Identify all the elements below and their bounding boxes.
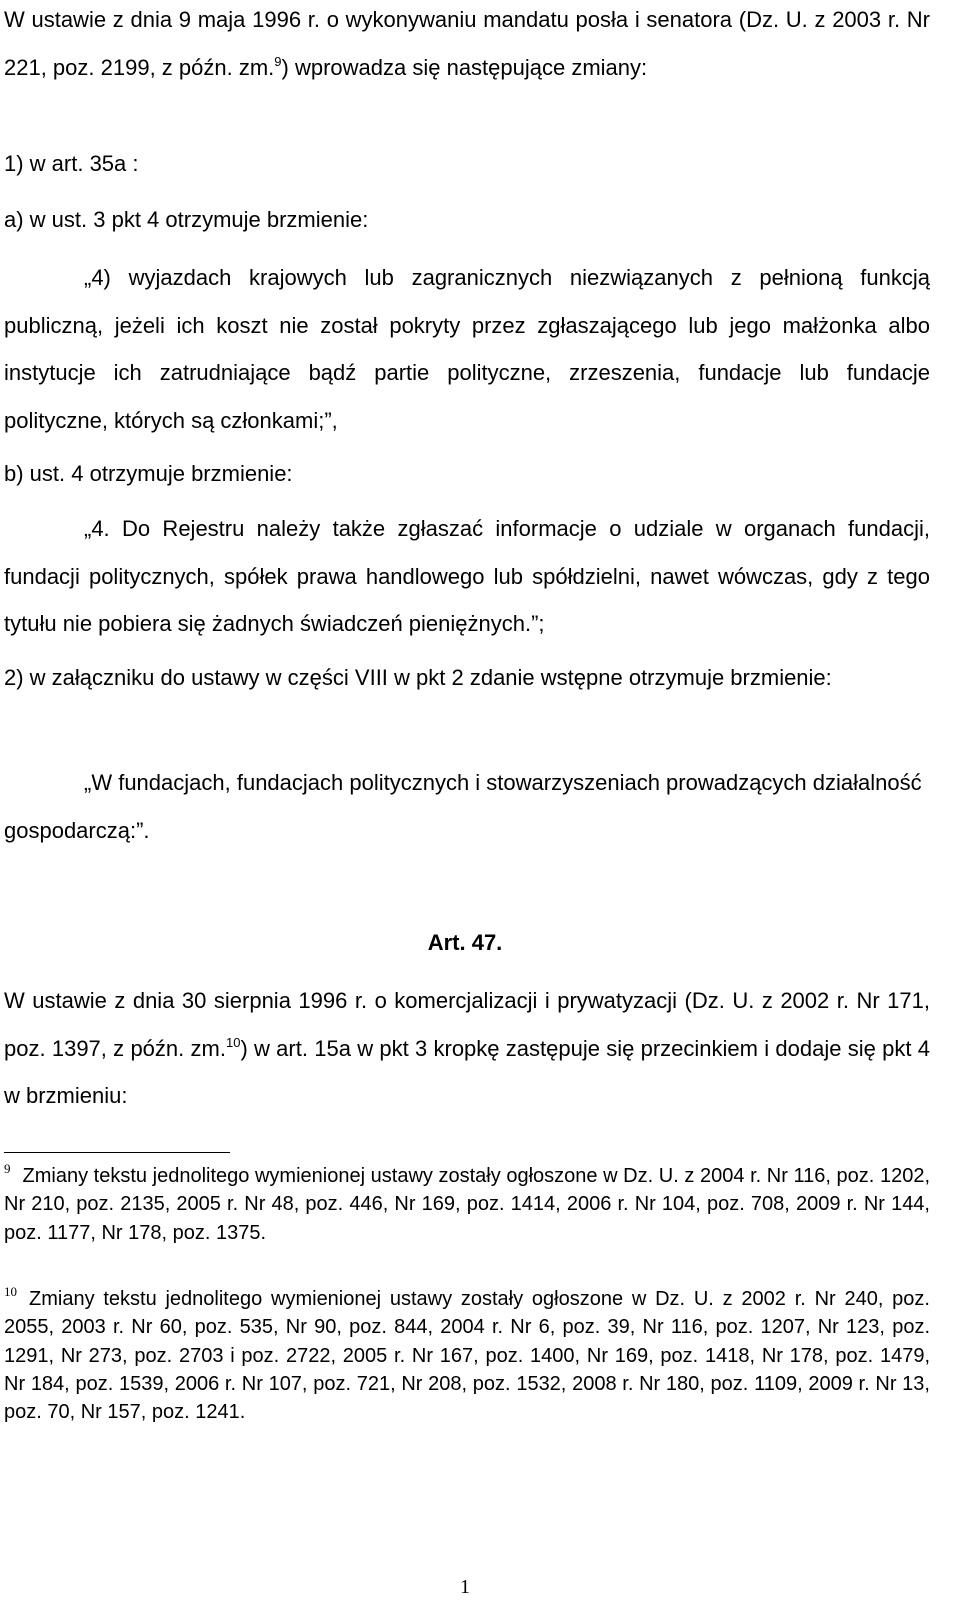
article-text: W ustawie z dnia 30 sierpnia 1996 r. o komercjalizacji i prywatyzacji (Dz. U. z 2002 r. Nr 171, poz. 1397, z późn. zm. bbox=[4, 988, 930, 1061]
item-1a: a) w ust. 3 pkt 4 otrzymuje brzmienie: bbox=[4, 207, 369, 232]
footnote-9 bbox=[4, 1162, 930, 1247]
item-2: 2) w załączniku do ustawy w części VIII w pkt 2 zdanie wstępne otrzymuje brzmienie: bbox=[4, 665, 832, 690]
footnote-9-text: Zmiany tekstu jednolitego wymienionej ustawy zostały ogłoszone w Dz. U. z 2004 r. Nr 116, poz. 1202, Nr 210, poz. 2135, 2005 r. Nr 48, poz. 446, Nr 169, poz. 1414, 2006 r. Nr 104, poz. 708, 2009 r. Nr 144, poz. 1177, Nr 178, poz. 1375. bbox=[4, 1165, 930, 1244]
article-paragraph bbox=[4, 977, 930, 1120]
footnote-ref-10[interactable]: 10 bbox=[225, 1034, 241, 1050]
intro-text: W ustawie z dnia 9 maja 1996 r. o wykonywaniu mandatu posła i senatora (Dz. U. z 2003 r. Nr 221, poz. 2199, z późn. zm. bbox=[4, 7, 930, 80]
footnote-10 bbox=[4, 1285, 930, 1426]
article-text-after: ) w art. 15a w pkt 3 kropkę zastępuje się przecinkiem i dodaje się pkt 4 w brzmieniu: bbox=[4, 1035, 930, 1109]
quote-2: „4. Do Rejestru należy także zgłaszać informacje o udziale w organach fundacji, fundacji politycznych, spółek prawa handlowego lub spółdzielni, nawet wówczas, gdy z tego tytułu nie pobiera się żadnych świadczeń pieniężnych.”; bbox=[4, 516, 930, 637]
footnote-10-number: 10 bbox=[4, 1284, 17, 1299]
intro-text-after: ) wprowadza się następujące zmiany: bbox=[281, 54, 648, 80]
intro-paragraph bbox=[4, 0, 930, 91]
footnote-separator bbox=[4, 1152, 230, 1153]
quote-1: „4) wyjazdach krajowych lub zagranicznych niezwiązanych z pełnioną funkcją publiczną, jeżeli ich koszt nie został pokryty przez zgłaszającego lub jego małżonka albo instytucje ich zatrudniające bądź partie polityczne, zrzeszenia, fundacje lub fundacje polityczne, których są członkami;”, bbox=[4, 265, 930, 433]
footnote-ref-9[interactable]: 9 bbox=[274, 53, 282, 69]
item-1: 1) w art. 35a : bbox=[4, 151, 139, 176]
quote-3: „W fundacjach, fundacjach politycznych i stowarzyszeniach prowadzących działalność gospodarczą:”. bbox=[4, 770, 922, 843]
article-heading: Art. 47. bbox=[427, 930, 503, 955]
footnote-10-text: Zmiany tekstu jednolitego wymienionej ustawy zostały ogłoszone w Dz. U. z 2002 r. Nr 240, poz. 2055, 2003 r. Nr 60, poz. 535, Nr 90, poz. 844, 2004 r. Nr 6, poz. 39, Nr 116, poz. 1207, Nr 123, poz. 1291, Nr 273, poz. 2703 i poz. 2722, 2005 r. Nr 167, poz. 1400, Nr 169, poz. 1418, Nr 178, poz. 1479, Nr 184, poz. 1539, 2006 r. Nr 107, poz. 721, Nr 208, poz. 1532, 2008 r. Nr 180, poz. 1109, 2009 r. Nr 13, poz. 70, Nr 157, poz. 1241. bbox=[4, 1288, 930, 1424]
footnote-9-number: 9 bbox=[4, 1161, 11, 1176]
page-number: 1 bbox=[460, 1576, 470, 1598]
item-1b: b) ust. 4 otrzymuje brzmienie: bbox=[4, 461, 293, 486]
